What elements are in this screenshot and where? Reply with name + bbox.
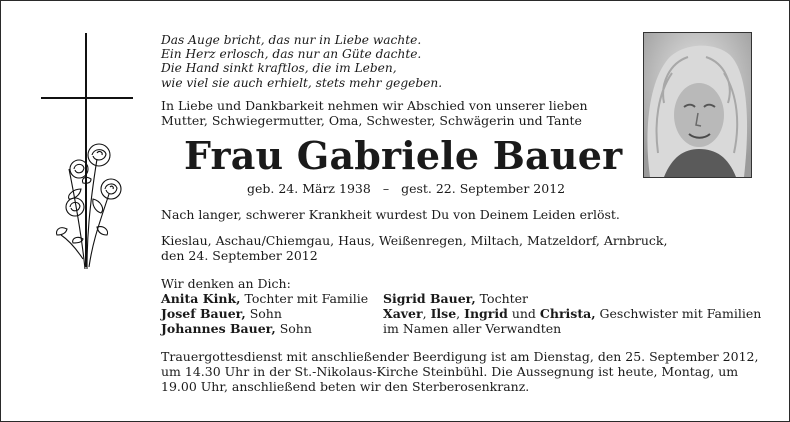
service-line: um 14.30 Uhr in der St.-Nikolaus-Kirche Steinbühl. Die Aussegnung ist heute, Montag, um [161,364,739,379]
funeral-service-info [161,349,758,394]
intro-line: In Liebe und Dankbarkeit nehmen wir Abschied von unserer lieben [161,98,588,113]
mourner-entry [161,306,368,321]
mourner-name: Josef Bauer, [161,306,246,321]
mourner-relation: Geschwister mit Familien [599,306,762,321]
poem-line: Das Auge bricht, das nur in Liebe wachte. [161,33,422,47]
name-separator: , [456,306,465,321]
places-line: Kieslau, Aschau/Chiemgau, Haus, Weißenregen, Miltach, Matzeldorf, Arnbruck, [161,233,668,248]
notice-date: den 24. September 2012 [161,248,318,263]
birth-date: geb. 24. März 1938 [247,181,371,196]
mourners-right-column [383,291,761,336]
mourner-name: Johannes Bauer, [161,321,276,336]
intro-line: Mutter, Schwiegermutter, Oma, Schwester, Schwägerin und Tante [161,113,582,128]
passing-phrase: Nach langer, schwerer Krankheit wurdest Du von Deinem Leiden erlöst. [161,207,620,222]
mourner-name: Ilse [430,306,457,321]
mourner-name: Xaver [383,306,423,321]
poem [161,33,442,90]
poem-line: wie viel sie auch erhielt, stets mehr gegeben. [161,75,443,90]
mourner-name: Christa, [539,306,596,321]
poem-line: Ein Herz erlosch, das nur an Güte dachte. [161,47,422,62]
mourner-entry [161,291,368,306]
places-and-date [161,233,667,263]
death-date: gest. 22. September 2012 [401,181,566,196]
mourner-relation: Sohn [249,306,282,321]
portrait-photo [643,32,752,178]
mourner-entry [383,291,761,306]
mourner-name: Sigrid Bauer, [383,291,476,306]
mourners-heading: Wir denken an Dich: [161,276,291,291]
mourner-entry [383,306,761,321]
poem-line: Die Hand sinkt kraftlos, die im Leben, [161,61,397,76]
cross-horizontal-bar [41,97,133,99]
name-separator: und [507,306,540,321]
mourner-relation: Tochter mit Familie [244,291,369,306]
mourner-name: Anita Kink, [161,291,241,306]
service-line: 19.00 Uhr, anschließend beten wir den Sterberosenkranz. [161,379,530,394]
mourner-entry [161,321,368,336]
deceased-name: Frau Gabriele Bauer [184,133,623,178]
mourner-relation: Sohn [279,321,312,336]
name-separator: , [422,306,431,321]
intro-text [161,98,588,128]
mourners-left-column [161,291,368,336]
date-separator: – [382,181,390,196]
mourner-entry: im Namen aller Verwandten [383,321,562,336]
life-dates [247,181,565,196]
service-line: Trauergottesdienst mit anschließender Beerdigung ist am Dienstag, den 25. September 2012, [161,349,759,364]
mourner-name: Ingrid [464,306,508,321]
mourner-relation: Tochter [479,291,529,306]
roses-illustration [53,139,129,269]
